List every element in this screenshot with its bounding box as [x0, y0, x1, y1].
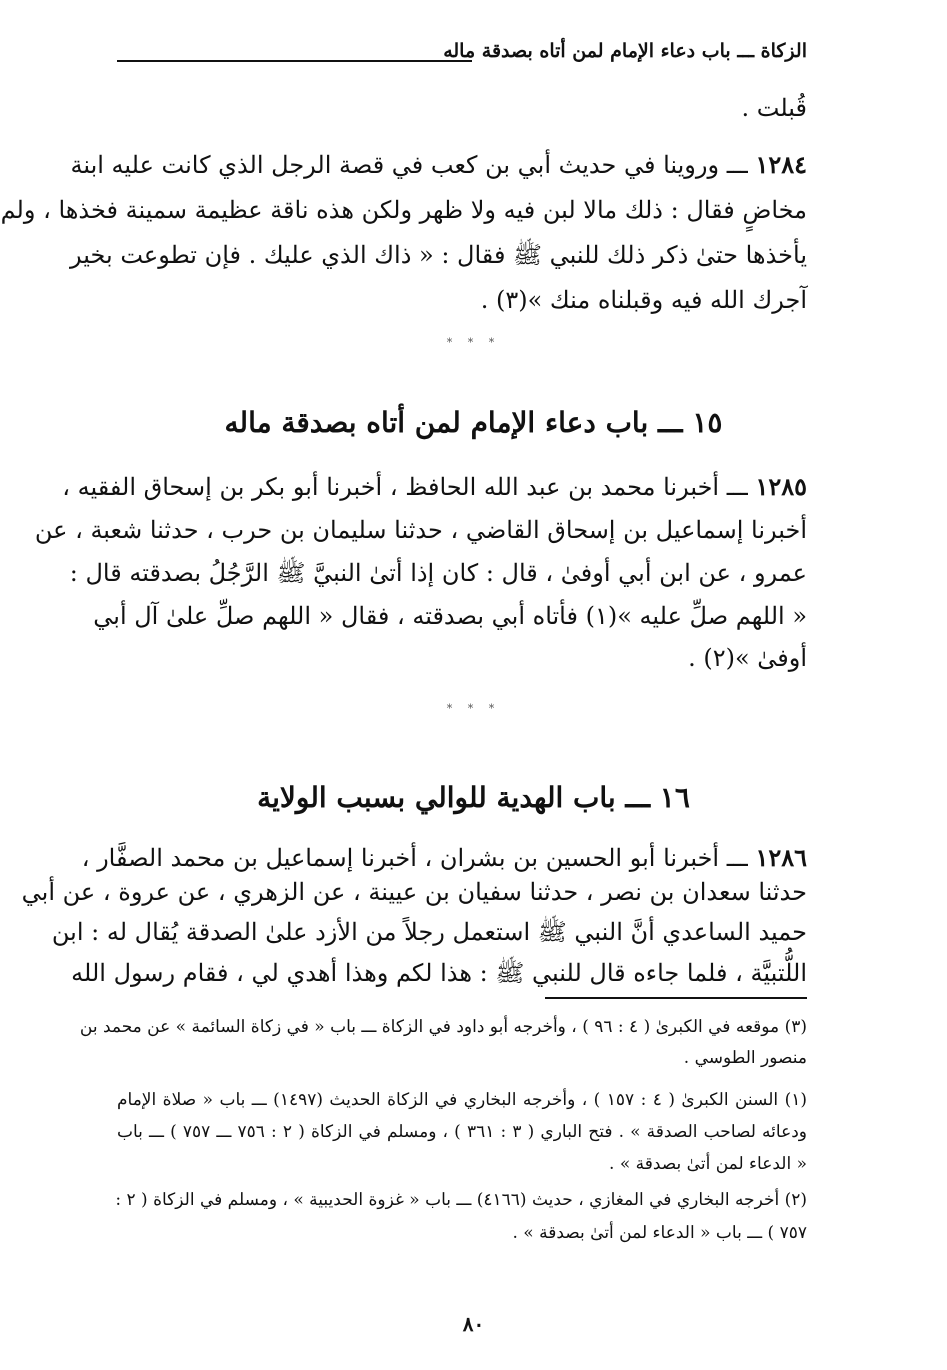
running-header	[117, 40, 807, 80]
footnote-3-line-2: منصور الطوسي .	[683, 1048, 807, 1068]
hadith-1285-line-4: « اللهم صلِّ عليه »(١) فأتاه أبي بصدقته ، فقال « اللهم صلِّ علىٰ آل أبي	[93, 602, 807, 630]
hadith-number: ١٢٨٥	[755, 472, 807, 501]
footnote-2-line-1: (٢) أخرجه البخاري في المغازي ، حديث (٤١٦٦) ـــ باب « غزوة الحديبية » ، ومسلم في الزكاة ( ٢ :	[115, 1190, 807, 1210]
running-header-title: الزكاة ـــ باب دعاء الإمام لمن أتاه بصدقة ماله	[443, 40, 807, 62]
hadith-1285-line-3: عمرو ، عن ابن أبي أوفىٰ ، قال : كان إذا أتىٰ النبيَّ ﷺ الرَّجُلُ بصدقته قال :	[69, 559, 807, 587]
hadith-1284-line-4: آجرك الله فيه وقبلناه منك »(٣) .	[480, 286, 807, 314]
footnote-2-line-2: ٧٥٧ ) ـــ باب « الدعاء لمن أتىٰ بصدقة » .	[512, 1223, 807, 1243]
hadith-1286-line-4: اللُّتبيَّة ، فلما جاءه قال للنبي ﷺ : هذا لكم وهذا أهدي لي ، فقام رسول الله	[71, 959, 807, 987]
footnote-3-line-1: (٣) موقعه في الكبرىٰ ( ٤ : ٩٦ ) ، وأخرجه أبو داود في الزكاة ـــ باب « في زكاة السائمة » عن محمد بن	[79, 1017, 807, 1037]
running-header-rule	[117, 60, 472, 62]
intro-line: قُبلت .	[741, 94, 807, 122]
hadith-1284-line-1	[70, 145, 807, 185]
footnote-1-line-3: « الدعاء لمن أتىٰ بصدقة » .	[609, 1154, 807, 1174]
hadith-number: ١٢٨٦	[755, 843, 807, 872]
page-number: ٨٠	[462, 1312, 485, 1336]
hadith-1285-line-2: أخبرنا إسماعيل بن إسحاق القاضي ، حدثنا سليمان بن حرب ، حدثنا شعبة ، عن	[34, 516, 807, 544]
hadith-1285-line-5: أوفىٰ »(٢) .	[688, 644, 807, 672]
hadith-1286-line-3: حميد الساعدي أنَّ النبي ﷺ استعمل رجلاً من الأزد علىٰ الصدقة يُقال له : ابن	[51, 918, 807, 946]
hadith-text: ـــ أخبرنا محمد بن عبد الله الحافظ ، أخبرنا أبو بكر بن إسحاق الفقيه ،	[62, 473, 756, 501]
footnote-rule	[545, 997, 807, 999]
hadith-text: ـــ أخبرنا أبو الحسين بن بشران ، أخبرنا إسماعيل بن محمد الصفَّار ،	[81, 844, 756, 872]
hadith-text: ـــ وروينا في حديث أبي بن كعب في قصة الرجل الذي كانت عليه ابنة	[70, 151, 756, 179]
hadith-1285-line-1	[62, 467, 807, 507]
footnote-1-line-1: (١) السنن الكبرىٰ ( ٤ : ١٥٧ ) ، وأخرجه البخاري في الزكاة الحديث (١٤٩٧) ـــ باب « صلاة الإمام	[117, 1090, 807, 1110]
hadith-1284-line-3: يأخذها حتىٰ ذكر ذلك للنبي ﷺ فقال : « ذاك الذي عليك . فإن تطوعت بخير	[70, 241, 807, 269]
hadith-1286-line-2: حدثنا سعدان بن نصر ، حدثنا سفيان بن عيينة ، عن الزهري ، عن عروة ، عن أبي	[21, 878, 807, 906]
hadith-1284-line-2: مخاضٍ فقال : ذلك مالا لبن فيه ولا ظهر ولكن هذه ناقة عظيمة سمينة فخذها ، ولم	[0, 196, 807, 224]
section-heading-16: ١٦ ـــ باب الهدية للوالي بسبب الولاية	[257, 781, 690, 814]
section-heading-15: ١٥ ـــ باب دعاء الإمام لمن أتاه بصدقة ماله	[224, 406, 723, 439]
footnote-1-line-2: ودعائه لصاحب الصدقة » . فتح الباري ( ٣ : ٣٦١ ) ، ومسلم في الزكاة ( ٢ : ٧٥٦ ـــ ٧٥٧ ) ـــ باب	[117, 1122, 808, 1142]
section-separator: * * *	[446, 336, 501, 349]
hadith-number: ١٢٨٤	[755, 150, 807, 179]
section-separator: * * *	[446, 702, 501, 715]
